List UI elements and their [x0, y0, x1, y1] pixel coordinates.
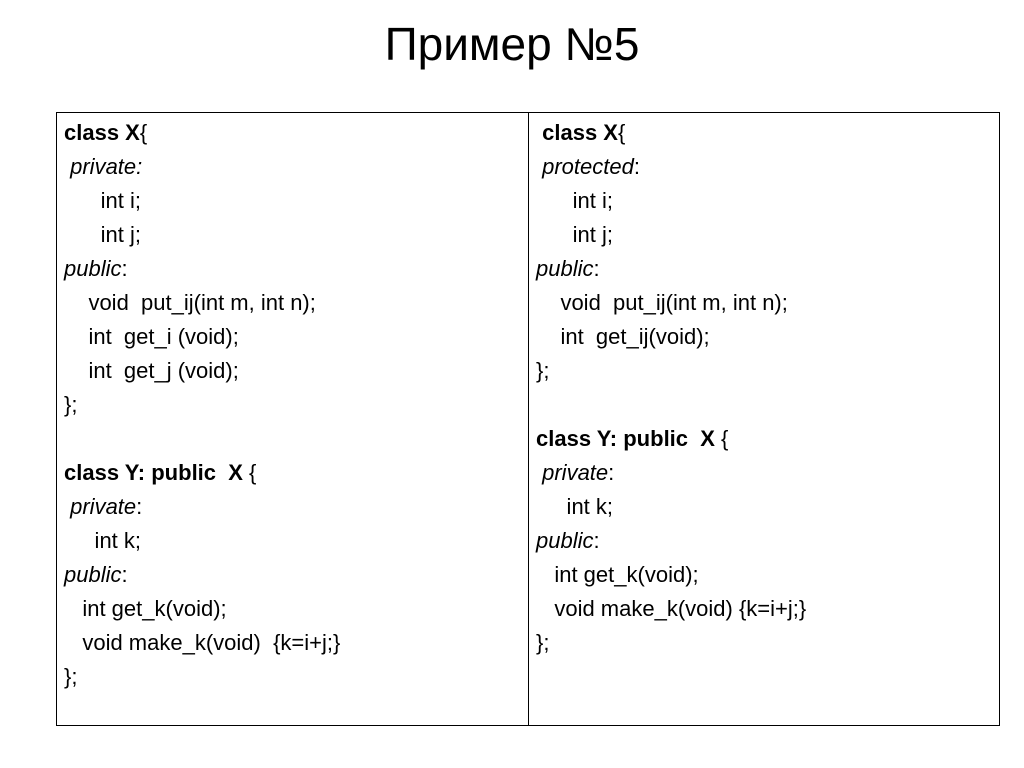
code-segment: : [593, 256, 600, 281]
code-line [529, 388, 999, 422]
code-segment: }; [536, 358, 550, 383]
code-line [57, 592, 528, 626]
code-segment: { [617, 120, 626, 145]
code-line [57, 388, 528, 422]
code-segment: int i; [64, 188, 142, 213]
code-segment: int j; [536, 222, 614, 247]
slide-title: Пример №5 [384, 18, 640, 70]
code-comparison-table [56, 112, 1000, 726]
code-segment: : [136, 494, 143, 519]
code-line [529, 116, 999, 150]
code-segment: int get_k(void); [536, 562, 699, 587]
code-segment: { [721, 426, 729, 451]
code-line [529, 286, 999, 320]
code-segment: }; [536, 630, 550, 655]
code-line [57, 354, 528, 388]
code-line [529, 524, 999, 558]
code-segment: int j; [64, 222, 142, 247]
code-segment: : [121, 562, 128, 587]
code-line [57, 558, 528, 592]
code-segment: : [121, 256, 128, 281]
code-line [529, 626, 999, 660]
code-segment: int get_ij(void); [536, 324, 710, 349]
code-line [529, 558, 999, 592]
code-segment: class X [542, 120, 618, 145]
code-segment: private: [70, 154, 143, 179]
code-line [57, 150, 528, 184]
code-segment: class X [64, 120, 140, 145]
code-line [529, 320, 999, 354]
code-segment: }; [64, 392, 78, 417]
code-segment: : [593, 528, 600, 553]
code-segment: public [536, 528, 594, 553]
code-line [57, 422, 528, 456]
code-line [529, 490, 999, 524]
code-segment: void put_ij(int m, int n); [536, 290, 788, 315]
code-segment: int k; [536, 494, 614, 519]
code-segment: void make_k(void) {k=i+j;} [64, 630, 341, 655]
right-code-column [529, 113, 999, 725]
code-segment: int get_k(void); [64, 596, 227, 621]
code-segment: : [633, 154, 640, 179]
code-line [529, 592, 999, 626]
code-segment: protected [542, 154, 634, 179]
code-segment: int i; [536, 188, 614, 213]
code-segment: }; [64, 664, 78, 689]
code-segment: public [64, 256, 122, 281]
code-line [529, 422, 999, 456]
code-segment: int get_i (void); [64, 324, 239, 349]
code-segment: void put_ij(int m, int n); [64, 290, 316, 315]
code-line [57, 660, 528, 694]
code-line [529, 150, 999, 184]
code-segment: private [70, 494, 137, 519]
code-segment: public [64, 562, 122, 587]
code-line [57, 524, 528, 558]
code-segment: private [542, 460, 609, 485]
code-segment: { [249, 460, 257, 485]
code-segment: : [608, 460, 615, 485]
code-segment: int k; [64, 528, 142, 553]
code-segment: class Y: public X [64, 460, 250, 485]
code-line [529, 218, 999, 252]
code-line [529, 184, 999, 218]
code-segment: public [536, 256, 594, 281]
code-line [529, 456, 999, 490]
code-line [57, 252, 528, 286]
code-segment: class Y: public X [536, 426, 722, 451]
code-segment: void make_k(void) {k=i+j;} [536, 596, 807, 621]
code-segment: { [139, 120, 148, 145]
code-line [57, 218, 528, 252]
code-line [57, 490, 528, 524]
code-line [57, 456, 528, 490]
code-segment: int get_j (void); [64, 358, 239, 383]
code-line [529, 354, 999, 388]
code-line [57, 286, 528, 320]
code-line [57, 320, 528, 354]
code-line [57, 184, 528, 218]
code-line [57, 116, 528, 150]
code-line [57, 626, 528, 660]
code-line [529, 252, 999, 286]
left-code-column [57, 113, 529, 725]
